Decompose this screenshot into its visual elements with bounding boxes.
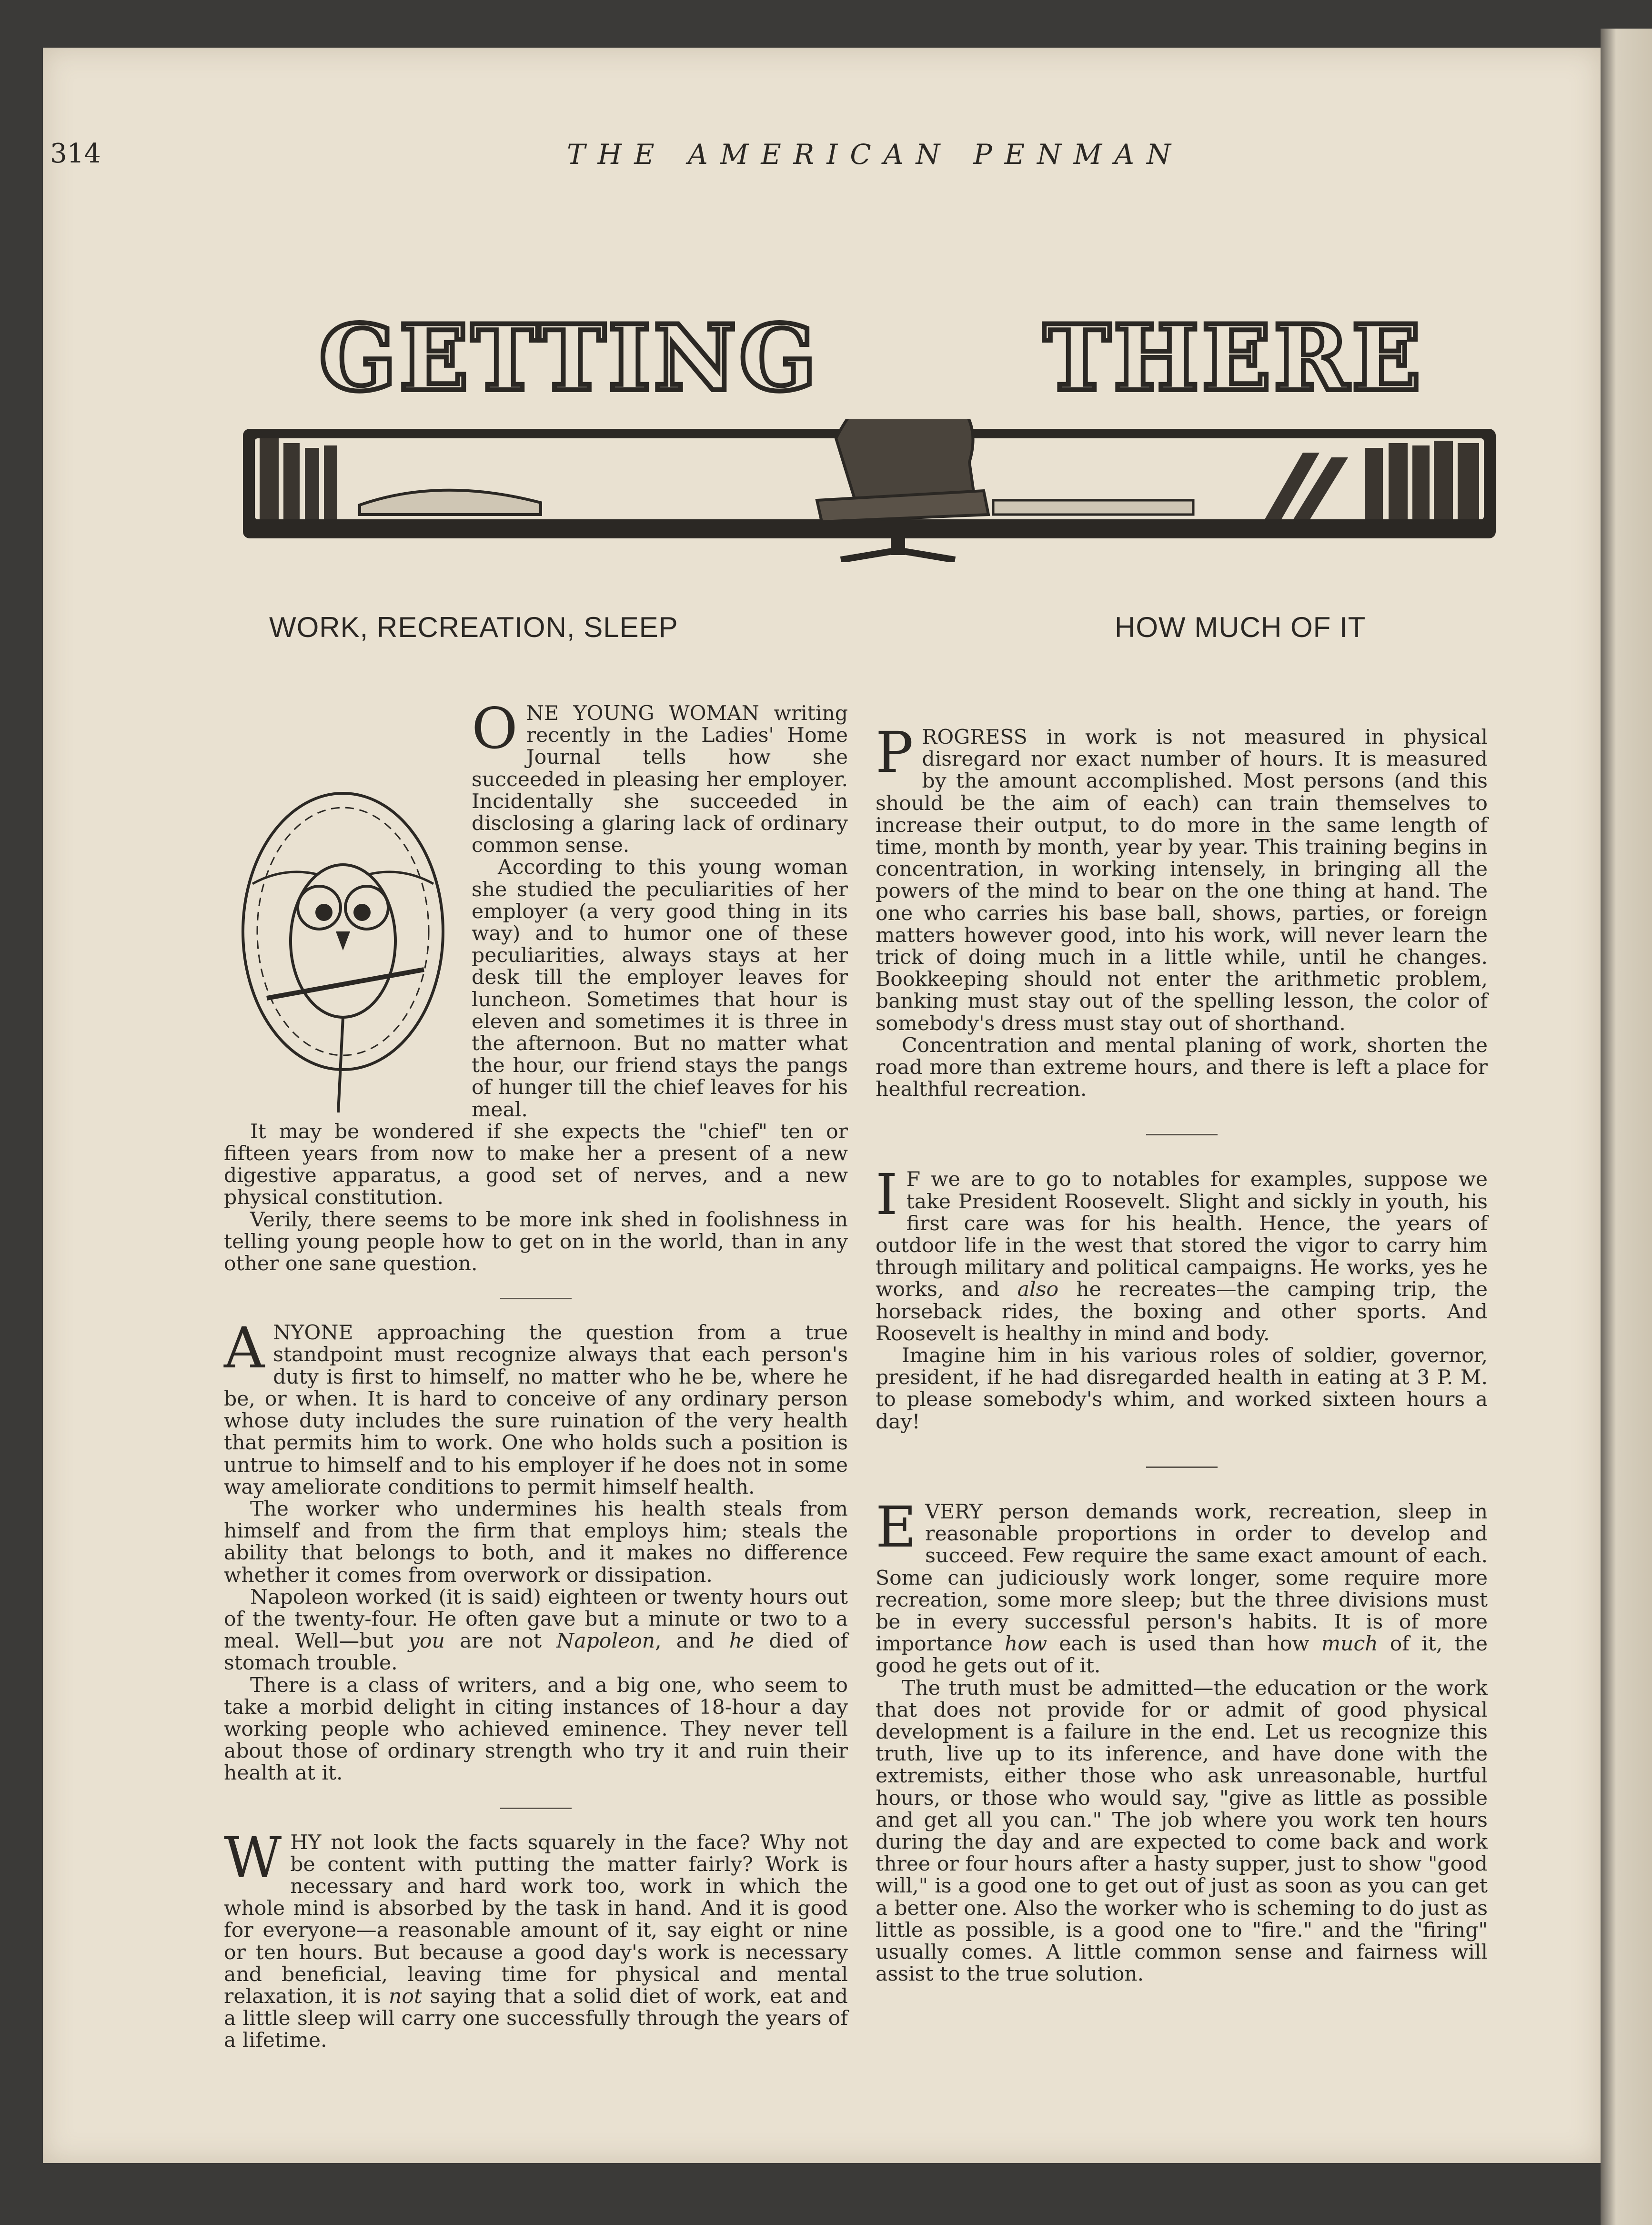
chair-books-banner-icon xyxy=(241,419,1498,562)
paragraph: NE YOUNG WOMAN writing recently in the Ladies' Home Journal tells how she succeeded in pleasing her employer. Incidentally she succeeded in disclosing a glaring lack of ordinary common sense. xyxy=(472,702,848,858)
paragraph: The truth must be admitted—the education or the work that does not provide for or admit of good physical development is a failure in the end. Let us recognize this truth, live up to its inference, and have done with the extremists, either those who ask unreasonable, hurtful hours, or those who would say, "give as little as possible and get all you can." The job where you work ten hours during the day and are expected to come back and work three or four hours after a hasty supper, just to show "good will," is a good one to get out of just as soon as you can get a better one. Also the worker who is scheming to do just as little as possible, is a good one to "fire." and the "firing" usually comes. A little common sense and fairness will assist to the true solution. xyxy=(876,1676,1488,1986)
paragraph: WHY not look the facts squarely in the face? Why not be content with putting the matter fairly? Work is necessary and hard work too, work in which the whole mind is absorbed by the task in hand. And it is good for everyone—a reasonable amount of it, say eight or nine or ten hours. But because a good day's work is necessary and beneficial, leaving time for physical and mental relaxation, it is not saying that a solid diet of work, eat and a little sleep will carry one successfully through the years of a lifetime. xyxy=(224,1824,848,2053)
drop-cap-p: P xyxy=(876,719,914,785)
drop-cap-i: I xyxy=(876,1162,898,1228)
paragraph: ROGRESS in work is not measured in physical disregard nor exact number of hours. It is measured by the amount accomplished. Most persons (and this should be the aim of each) can train themselves to increase their output, to do more in the same length of time, month by month, year by year. This training begins in concentration, in working intensely, in bringing all the powers of the mind to bear on the one thing at hand. The one who carries his base ball, shows, parties, or foreign matters however good, into his work, will never learn the trick of doing much in a little while, until he changes. Bookkeeping should not enter the arithmetic problem, banking must stay out of the spelling lesson, the color of somebody's dress must stay out of shorthand. xyxy=(876,726,1488,1035)
subtitle-left: WORK, RECREATION, SLEEP xyxy=(269,611,678,643)
paragraph: Verily, there seems to be more ink shed in foolishness in telling young people how to get on in the world, than in any other one sane question. xyxy=(224,1208,848,1276)
section-divider xyxy=(1146,1134,1218,1135)
left-column xyxy=(224,696,848,2053)
paragraph: Napoleon worked (it is said) eighteen or twenty hours out of the twenty-four. He often gave but a minute or two to a meal. Well—but you are not Napoleon, and he died of stomach trouble. xyxy=(224,1585,848,1675)
paragraph: I F we are to go to notables for examples, suppose we take President Roosevelt. Slight and sickly in youth, his first care was for his health. Hence, the years of outdoor life in the west that stored the vigor to carry him through military and political campaigns. He works, yes he works, and also he recreates—the camping trip, the horseback rides, the boxing and other sports. And Roosevelt is healthy in mind and body. xyxy=(876,1162,1488,1345)
page-number: 314 xyxy=(50,138,101,169)
paragraph: According to this young woman she studied the peculiarities of her employer (a very good thing in its way) and to humor one of these peculiarities, always stays at her desk till the employer leaves for luncheon. Sometimes that hour is eleven and sometimes it is three in the afternoon. But no matter what the hour, our friend stays the pangs of hunger till the chief leaves for his meal. xyxy=(472,856,848,1122)
section-divider xyxy=(1146,1466,1218,1468)
owl-icon xyxy=(224,703,462,1112)
paragraph: EVERY person demands work, recreation, sleep in reasonable proportions in order to develop and succeed. Few require the same exact amount of each. Some can judiciously work longer, some require more recreation, some more sleep; but the three divisions must be in every successful person's habits. It is of more importance how each is used than how much of it, the good he gets out of it. xyxy=(876,1494,1488,1678)
journal-title: THE AMERICAN PENMAN xyxy=(567,138,1183,171)
page-edge xyxy=(1601,29,1652,2225)
drop-cap-e: E xyxy=(876,1494,917,1560)
right-column xyxy=(876,719,1488,1986)
drop-cap-o: O xyxy=(472,696,518,761)
paragraph: There is a class of writers, and a big one, who seem to take a morbid delight in citing instances of 18-hour a day working people who achieved eminence. They never tell about those of ordinary strength who try it and ruin their health at it. xyxy=(224,1673,848,1785)
title-word-left: GETTING xyxy=(319,305,819,411)
paragraph: The worker who undermines his health steals from himself and from the firm that employs him; steals the ability that belongs to both, and it makes no difference whether it comes from overwork or dissipation. xyxy=(224,1497,848,1587)
owl-illustration xyxy=(224,703,462,1112)
paragraph: NYONE approaching the question from a true standpoint must recognize always that each person's duty is first to himself, no matter who he be, where he be, or when. It is hard to conceive of any ordinary person whose duty includes the sure ruination of the very health that permits him to work. One who holds such a position is untrue to himself and to his employer if he does not in some way ameliorate conditions to permit himself health. xyxy=(224,1321,848,1499)
section-divider xyxy=(500,1808,572,1809)
paragraph: Imagine him in his various roles of soldier, governor, president, if he had disregarded health in eating at 3 P. M. to please somebody's whim, and worked sixteen hours a day! xyxy=(876,1344,1488,1434)
drop-cap-a: A xyxy=(224,1315,265,1381)
paragraph: It may be wondered if she expects the "chief" ten or fifteen years from now to make her a present of a new digestive apparatus, a good set of nerves, and a new physical constitution. xyxy=(224,1120,848,1210)
title-word-right: THERE xyxy=(1043,305,1424,411)
paragraph: Concentration and mental planing of work, shorten the road more than extreme hours, and there is left a place for healthful recreation. xyxy=(876,1033,1488,1102)
subtitle-right: HOW MUCH OF IT xyxy=(1115,611,1366,643)
section-divider xyxy=(500,1298,572,1299)
drop-cap-w: W xyxy=(224,1824,282,1891)
